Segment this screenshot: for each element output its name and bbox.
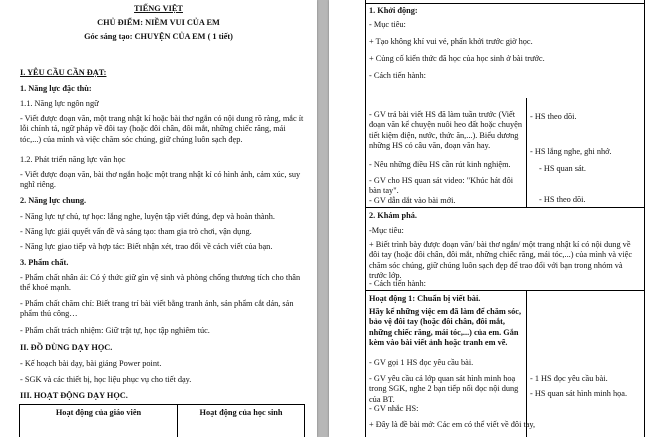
paragraph-3c: - Phẩm chất trách nhiệm: Giữ trật tự, học tập nghiêm túc. [20,326,210,335]
khoi-dong-teacher-4: - GV dẫn dắt vào bài mới. [369,196,456,205]
column-divider-khoi-dong [526,98,527,207]
topic-heading: CHỦ ĐIỂM: NIỀM VUI CỦA EM [97,18,220,27]
row-divider-1 [365,207,645,208]
paragraph-ii-b: - SGK và các thiết bị, học liệu phục vụ cho tiết dạy. [20,375,192,384]
paragraph-2a: - Năng lực tự chủ, tự học: lắng nghe, luyện tập viết đúng, đẹp và hoàn thành. [20,212,275,221]
hoat-dong-1-student-1: - 1 HS đọc yêu cầu bài. [530,374,608,383]
paragraph-ii-a: - Kế hoạch bài dạy, bài giảng Power point. [20,359,162,368]
heading-1-1: 1.1. Năng lực ngôn ngữ [20,99,99,108]
hoat-dong-1-student-2: - HS quan sát hình minh họa. [530,389,628,398]
heading-3: 3. Phẩm chất. [20,258,69,267]
document-page-right [329,0,650,437]
khoi-dong-heading: 1. Khởi động: [369,6,418,15]
khoi-dong-teacher-2: - Nêu những điều HS cần rút kinh nghiệm. [369,160,511,169]
column-divider-hoat-dong-1 [526,290,527,437]
paragraph-3b: - Phẩm chất chăm chỉ: Biết trang trí bài viết bằng tranh ảnh, sản phẩm cắt dán, sản phẩm thủ công… [20,299,294,319]
khoi-dong-student-1: - HS theo dõi. [530,112,577,121]
hoat-dong-1-teacher-1: - GV gọi 1 HS đọc yêu cầu bài. [369,358,474,367]
kham-pha-goal-1: + Biết trình bày được đoạn văn/ bài thơ ngắn/ một trang nhật kí có nội dung về đôi tay (hoặc đôi chân, đôi mắt, những chiếc răng, mái tóc,...) của mình và việc chăm sóc chúng, giữ chúng luôn sạch đẹp để trao đổi với bạn trong nhóm và trước lớp. [369,240,632,281]
khoi-dong-method: - Cách tiến hành: [369,71,426,80]
table-border-top [19,404,305,405]
paragraph-2b: - Năng lực giải quyết vấn đề và sáng tạo: tham gia trò chơi, vận dụng. [20,227,252,236]
document-page-left [0,0,317,437]
hoat-dong-1-heading: Hoạt động 1: Chuẩn bị viết bài. [369,294,481,303]
khoi-dong-student-4: - HS theo dõi. [539,195,586,204]
khoi-dong-teacher-3: - GV cho HS quan sát video: "Khúc hát đôi bàn tay". [369,176,514,196]
kham-pha-heading: 2. Khám phá. [369,211,417,220]
column-header-teacher: Hoạt động của giáo viên [55,408,142,417]
section-ii-heading: II. ĐỒ DÙNG DẠY HỌC. [20,343,113,352]
table-border-top [365,3,645,4]
hoat-dong-1-teacher-4: + Đây là đề bài mở: Các em có thể viết về đôi tay, [369,420,536,429]
paragraph-3a: - Phẩm chất nhân ái: Có ý thức giữ gìn vệ sinh và phòng chống thương tích cho thân thể khoẻ mạnh. [20,273,301,293]
hoat-dong-1-teacher-2: - GV yêu cầu cả lớp quan sát hình minh hoạ trong SGK, nghe 2 bạn tiếp nối đọc nội dung của BT. [369,374,519,404]
khoi-dong-goal-2: + Củng cố kiến thức đã học của học sinh ở bài trước. [369,54,545,63]
kham-pha-method: - Cách tiến hành: [369,279,426,288]
khoi-dong-student-2: - HS lắng nghe, ghi nhớ. [530,147,612,156]
khoi-dong-goal-1: + Tạo không khí vui vẻ, phấn khởi trước giờ học. [369,37,533,46]
paragraph-2c: - Năng lực giao tiếp và hợp tác: Biết nhận xét, trao đổi về cách viết của bạn. [20,242,273,251]
section-iii-heading: III. HOẠT ĐỘNG DẠY HỌC. [20,391,128,400]
table-border-right [644,0,645,437]
khoi-dong-student-3: - HS quan sát. [539,164,587,173]
lesson-heading: Góc sáng tạo: CHUYỆN CỦA EM ( 1 tiết) [84,32,233,41]
section-i-heading: I. YÊU CẦU CẦN ĐẠT: [20,68,107,77]
khoi-dong-goal: - Mục tiêu: [369,20,406,29]
column-header-student: Hoạt động của học sinh [199,408,283,417]
khoi-dong-teacher-1: - GV trả bài viết HS đã làm tuần trước (Viết đoạn văn kể chuyện nuôi heo đất hoặc chuyện tiết kiệm điện, nước, thức ăn,...). Biểu dương những HS có câu văn, đoạn văn hay. [369,110,522,151]
paragraph-1-2: - Viết được đoạn văn, bài thơ ngắn hoặc một trang nhật kí có hình ảnh, cảm xúc, suy nghĩ riêng. [20,170,301,190]
row-divider-2 [365,290,645,291]
heading-2: 2. Năng lực chung. [20,196,87,205]
kham-pha-goal: -Mục tiêu: [369,226,404,235]
hoat-dong-1-prompt: Hãy kể những việc em đã làm để chăm sóc, bảo vệ đôi tay (hoặc đôi chân, đôi mắt, những chiếc răng, mái tóc,...) của em. Gắn kèm vào bài viết ảnh hoặc tranh em vẽ. [369,307,522,348]
hoat-dong-1-teacher-3: - GV nhắc HS: [369,404,419,413]
table-border-right [304,404,305,437]
subject-heading: TIẾNG VIỆT [134,4,183,13]
table-border-left [365,0,366,437]
heading-1: 1. Năng lực đặc thù: [20,84,92,93]
paragraph-1-1: - Viết được đoạn văn, một trang nhật kí hoặc bài thơ ngắn có nội dung rõ ràng, mắc ít lỗi chính tả, ngữ pháp về đôi tay (hoặc đôi chân, đôi mắt, những chiếc răng, mái tóc,...) của mình và việc chăm sóc chúng, giữ chúng luôn sạch đẹp. [20,114,304,144]
heading-1-2: 1.2. Phát triển năng lực văn học [20,155,126,164]
